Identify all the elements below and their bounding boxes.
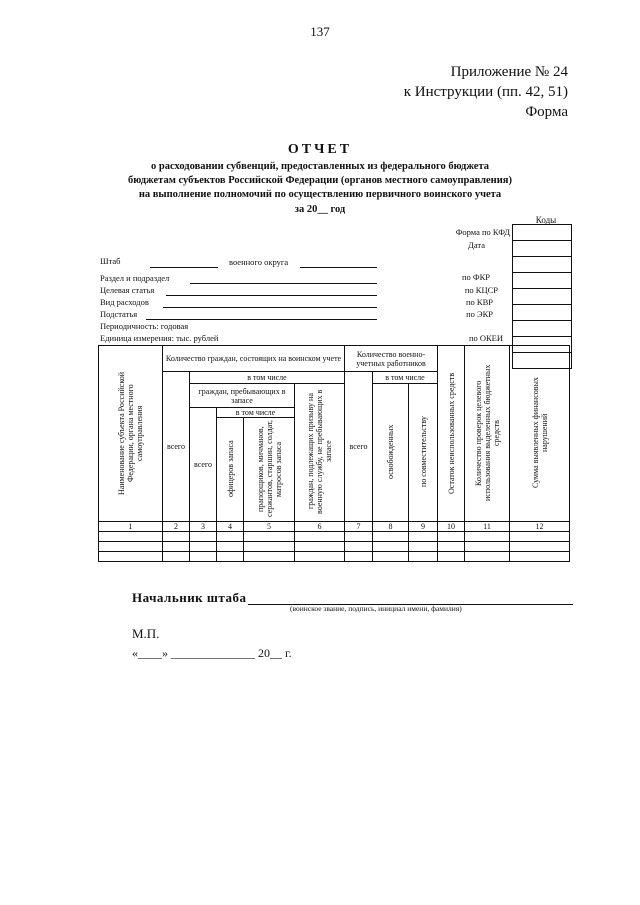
col-number: 3 — [190, 522, 217, 532]
code-cell-kfd[interactable] — [513, 225, 571, 241]
ekr-label: по ЭКР — [466, 309, 493, 319]
table-row[interactable] — [99, 552, 570, 562]
col-number: 4 — [217, 522, 244, 532]
citizens-total-header: всего — [163, 372, 190, 522]
code-cell-ekr[interactable] — [513, 321, 571, 337]
released-header: освобожденных — [373, 384, 409, 522]
col-number: 7 — [345, 522, 373, 532]
officers-header: офицеров запаса — [217, 418, 244, 522]
report-title: ОТЧЕТ — [287, 142, 353, 157]
report-table — [98, 345, 570, 562]
col-balance-header: Остаток неиспользованных средств — [438, 346, 465, 522]
section-field[interactable] — [190, 283, 377, 284]
workers-total-header: всего — [345, 372, 373, 522]
col-subject-header: Наименование субъекта Российской Федерации, органа местного самоуправления — [99, 346, 163, 522]
signature-hint: (воинское звание, подпись, инициал имени, фамилия) — [290, 604, 462, 613]
col-number: 10 — [438, 522, 465, 532]
expense-type-label: Вид расходов — [100, 297, 149, 307]
col-number: 1 — [99, 522, 163, 532]
col-number: 5 — [244, 522, 295, 532]
code-cell-kvr[interactable] — [513, 305, 571, 321]
hq-field[interactable] — [150, 267, 218, 268]
subarticle-field[interactable] — [146, 319, 377, 320]
signature-label: Начальник штаба — [132, 590, 247, 605]
table-row[interactable] — [99, 532, 570, 542]
reserve-subgroup-header: в том числе — [217, 408, 295, 418]
military-district-label: военного округа — [229, 257, 289, 267]
codes-label: Коды — [535, 215, 557, 225]
kcsr-label: по КЦСР — [464, 285, 498, 295]
military-district-field[interactable] — [300, 267, 377, 268]
col-number: 6 — [295, 522, 345, 532]
code-cell-kcsr[interactable] — [513, 289, 571, 305]
workers-subgroup-header: в том числе — [373, 372, 438, 384]
expense-type-field[interactable] — [163, 307, 377, 308]
col-audits-header: Количество проверок целевого использования выделенных бюджетных средств — [465, 346, 510, 522]
reserve-citizens-header: граждан, пребывающих в запасе — [190, 384, 295, 408]
code-cell-date[interactable] — [513, 241, 571, 257]
okei-label: по ОКЕИ — [468, 333, 503, 343]
annex-line-2: к Инструкции (пп. 42, 51) — [403, 84, 568, 100]
citizens-subgroup-header: в том числе — [190, 372, 345, 384]
col-number: 11 — [465, 522, 510, 532]
grp-workers-header: Количество военно-учетных работников — [345, 346, 438, 372]
stamp-label: М.П. — [132, 626, 160, 641]
kvr-label: по КВР — [466, 297, 493, 307]
code-cell-fkr[interactable] — [513, 273, 571, 289]
ensigns-header: прапорщиков, мичманов, сержантов, старшин, солдат, матросов запаса — [244, 418, 295, 522]
grp-citizens-header: Количество граждан, состоящих на воинском учете — [163, 346, 345, 372]
hq-label: Штаб — [100, 256, 121, 266]
unit-label: Единица измерения: тыс. рублей — [100, 333, 219, 343]
annex-line-1: Приложение № 24 — [450, 64, 568, 80]
page-number: 137 — [310, 24, 330, 39]
conscripts-header: граждан, подлежащих призыву на военную службу, не пребывающих в запасе — [295, 384, 345, 522]
target-article-field[interactable] — [166, 295, 377, 296]
col-number: 12 — [510, 522, 570, 532]
code-cell-blank[interactable] — [513, 257, 571, 273]
report-subtitle-3: на выполнение полномочий по осуществлению первичного воинского учета — [138, 189, 502, 200]
report-subtitle-2: бюджетам субъектов Российской Федерации (органов местного самоуправления) — [128, 175, 512, 186]
part-time-header: по совместительству — [409, 384, 438, 522]
reserve-total-header: всего — [190, 408, 217, 522]
date-label: Дата — [468, 240, 485, 250]
col-number: 8 — [373, 522, 409, 532]
report-period: за 20__ год — [294, 204, 346, 215]
target-article-label: Целевая статья — [100, 285, 155, 295]
col-violations-header: Сумма выявленных финансовых нарушений — [510, 346, 570, 522]
col-number: 9 — [409, 522, 438, 532]
subarticle-label: Подстатья — [100, 309, 138, 319]
report-subtitle-1: о расходовании субвенций, предоставленных из федерального бюджета — [151, 161, 489, 172]
form-kfd-label: Форма по КФД — [455, 227, 510, 237]
col-number: 2 — [163, 522, 190, 532]
signature-date[interactable]: «____» ______________ 20__ г. — [132, 646, 292, 660]
fkr-label: по ФКР — [461, 272, 490, 282]
table-row[interactable] — [99, 542, 570, 552]
annex-form-label: Форма — [525, 104, 568, 120]
section-label: Раздел и подраздел — [100, 273, 170, 283]
periodicity-label: Периодичность: годовая — [100, 321, 189, 331]
